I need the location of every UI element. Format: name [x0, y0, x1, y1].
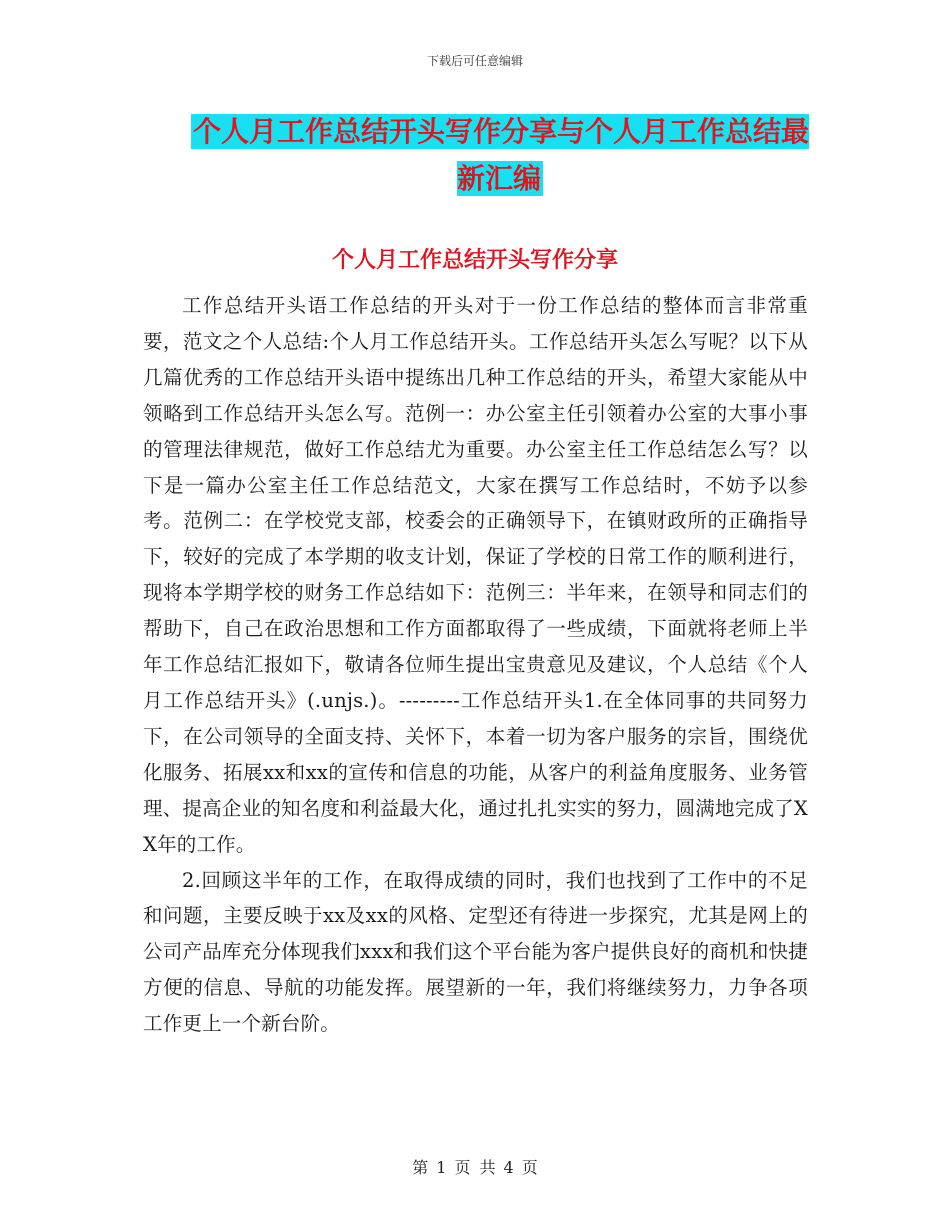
document-title: [190, 108, 810, 202]
document-title-text: 个人月工作总结开头写作分享与个人月工作总结最新汇编: [192, 115, 809, 195]
footer-total-pages: 4: [503, 1158, 514, 1177]
page-footer: [0, 1155, 950, 1178]
body-paragraph-2: 2.回顾这半年的工作，在取得成绩的同时，我们也找到了工作中的不足和问题，主要反映于xx及xx的风格、定型还有待进一步探究，尤其是网上的公司产品库充分体现我们xxx和我们这个平台能为客户提供良好的商机和快捷方便的信息、导航的功能发挥。展望新的一年，我们将继续努力，力争各项工作更上一个新台阶。: [143, 868, 808, 1036]
footer-mid: 页 共: [454, 1158, 496, 1177]
section-subtitle: 个人月工作总结开头写作分享: [331, 248, 618, 273]
body-paragraph-1: 工作总结开头语工作总结的开头对于一份工作总结的整体而言非常重要，范文之个人总结:个人月工作总结开头。工作总结开头怎么写呢？以下从几篇优秀的工作总结开头语中提练出几种工作总结的开头，希望大家能从中领略到工作总结开头怎么写。范例一：办公室主任引领着办公室的大事小事的管理法律规范，做好工作总结尤为重要。办公室主任工作总结怎么写？以下是一篇办公室主任工作总结范文，大家在撰写工作总结时，不妨予以参考。范例二：在学校党支部，校委会的正确领导下，在镇财政所的正确指导下，较好的完成了本学期的收支计划，保证了学校的日常工作的顺利进行，现将本学期学校的财务工作总结如下：范例三：半年来，在领导和同志们的帮助下，自己在政治思想和工作方面都取得了一些成绩，下面就将老师上半年工作总结汇报如下，敬请各位师生提出宝贵意见及建议，个人总结《个人月工作总结开头》(.unjs.)。---------工作总结开头1.在全体同事的共同努力下，在公司领导的全面支持、关怀下，本着一切为客户服务的宗旨，围绕优化服务、拓展xx和xx的宣传和信息的功能，从客户的利益角度服务、业务管理、提高企业的知名度和利益最大化，通过扎扎实实的努力，圆满地完成了XX年的工作。: [143, 294, 808, 856]
footer-current-page: 1: [436, 1158, 447, 1177]
document-body: [143, 288, 808, 1042]
footer-suffix: 页: [521, 1158, 538, 1177]
header-note: 下载后可任意编辑: [426, 54, 523, 68]
footer-prefix: 第: [412, 1158, 429, 1177]
